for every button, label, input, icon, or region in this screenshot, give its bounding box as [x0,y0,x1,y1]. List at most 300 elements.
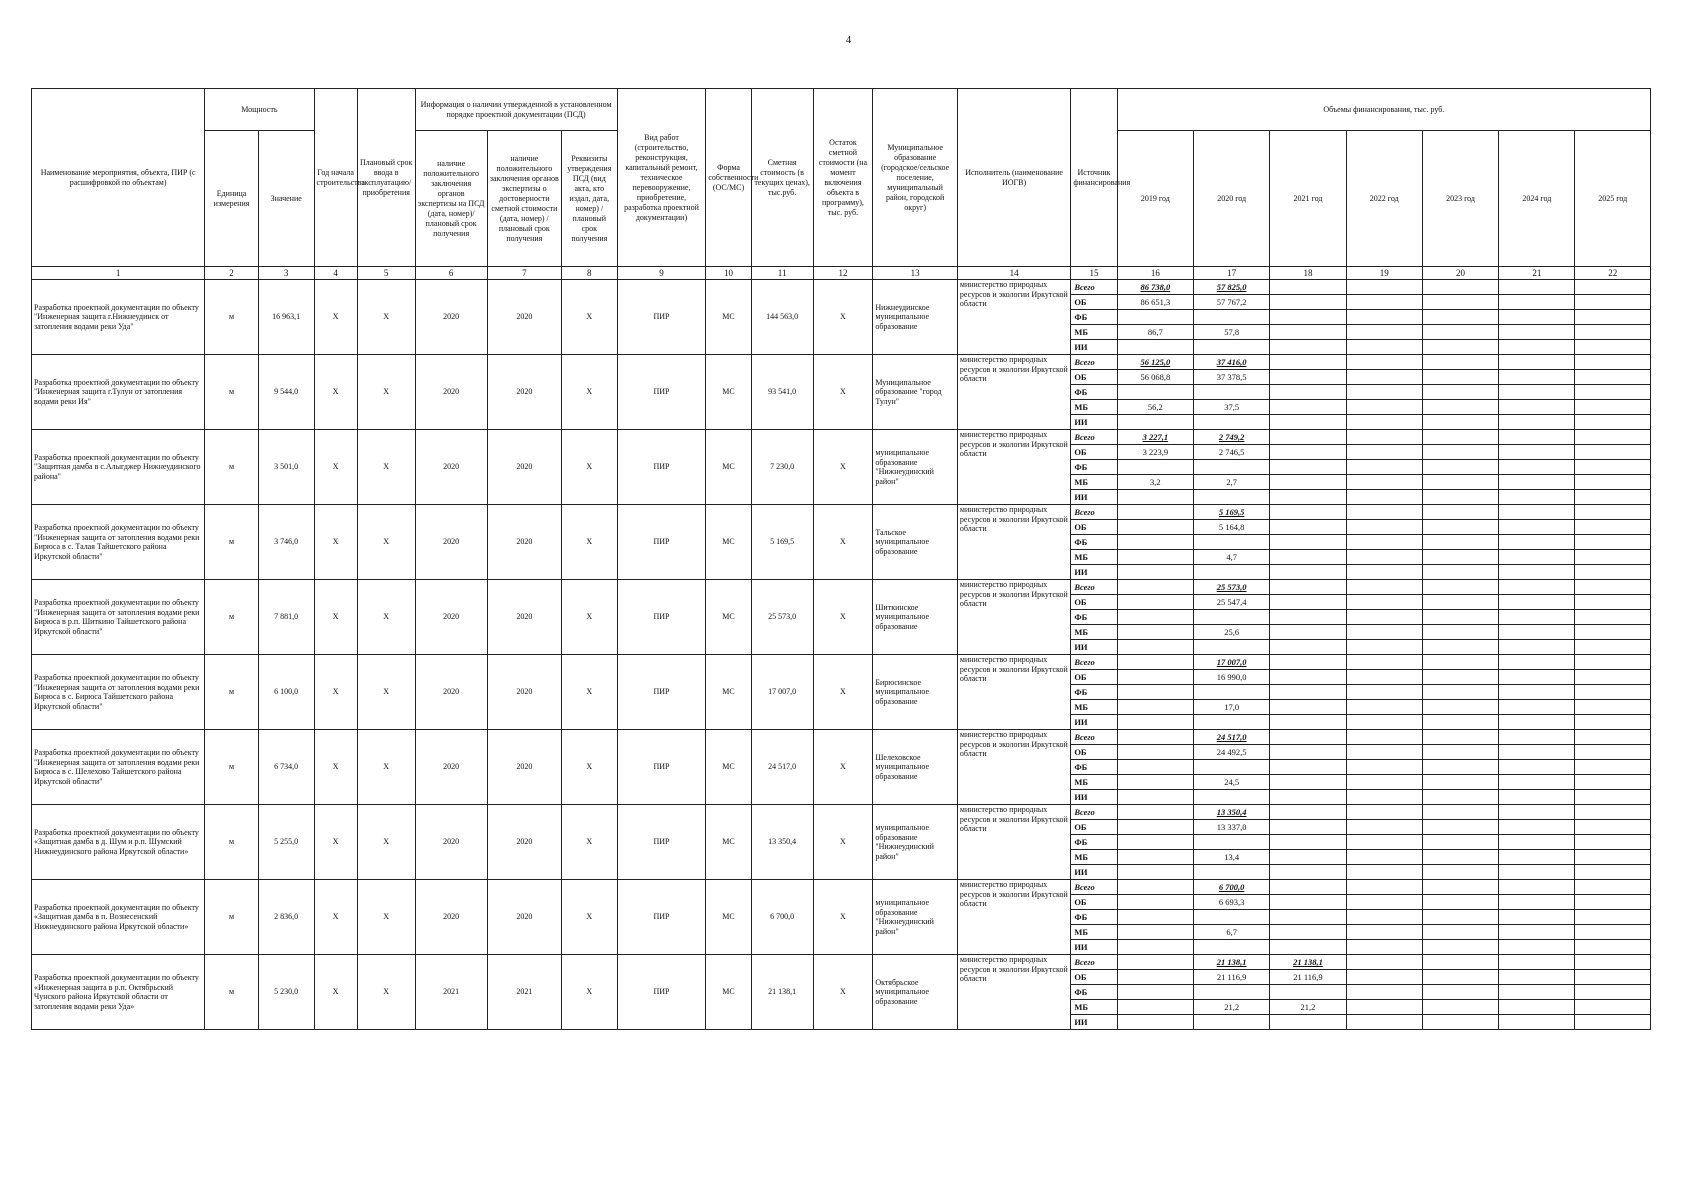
funding-amount [1194,910,1270,925]
table-row [32,730,1651,745]
funding-amount [1346,625,1422,640]
start-year: Х [314,355,357,430]
funding-amount [1575,460,1651,475]
funding-amount [1575,490,1651,505]
psd-requisites: Х [561,880,617,955]
funding-amount [1346,460,1422,475]
column-number: 7 [487,267,561,280]
funding-amount [1575,565,1651,580]
column-number: 19 [1346,267,1422,280]
object-name: Разработка проектной документации по объекту "Защитная дамба в с.Алыгджер Нижнеудинского района" [32,430,205,505]
funding-amount [1422,865,1498,880]
executor: министерство природных ресурсов и экологии Иркутской области [957,280,1070,355]
funding-amount [1499,535,1575,550]
funding-amount [1117,1000,1193,1015]
funding-amount [1575,805,1651,820]
funding-amount [1422,805,1498,820]
funding-amount [1499,580,1575,595]
funding-amount [1422,295,1498,310]
funding-amount [1499,820,1575,835]
header-start-year: Год начала строительства [314,89,357,267]
header-ownership: Форма собственности (ОС/МС) [706,89,751,267]
funding-amount [1270,835,1346,850]
funding-amount [1499,400,1575,415]
psd-requisites: Х [561,805,617,880]
planned-date: Х [357,730,415,805]
funding-amount [1270,340,1346,355]
funding-amount [1117,535,1193,550]
funding-amount [1270,445,1346,460]
funding-amount: 57 767,2 [1194,295,1270,310]
funding-amount [1346,910,1422,925]
funding-source-label: ФБ [1071,385,1117,400]
psd-requisites: Х [561,955,617,1030]
funding-amount: 5 164,8 [1194,520,1270,535]
capacity-value: 7 881,0 [258,580,314,655]
funding-amount [1422,760,1498,775]
funding-amount [1422,1015,1498,1030]
funding-amount [1499,280,1575,295]
funding-amount [1117,640,1193,655]
funding-amount [1346,355,1422,370]
funding-amount: 21 116,9 [1270,970,1346,985]
funding-amount [1117,895,1193,910]
funding-amount [1422,730,1498,745]
funding-amount [1422,940,1498,955]
funding-amount [1194,640,1270,655]
column-number: 5 [357,267,415,280]
funding-amount [1422,400,1498,415]
funding-amount [1422,445,1498,460]
header-value: Значение [258,131,314,267]
column-number: 8 [561,267,617,280]
start-year: Х [314,580,357,655]
column-number: 15 [1071,267,1117,280]
funding-amount [1575,925,1651,940]
planned-date: Х [357,580,415,655]
object-name: Разработка проектной документации по объекту «Инженерная защита в р.п. Октябрьский Чунского района Иркутской области от затопления водами реки Уда» [32,955,205,1030]
funding-amount [1194,490,1270,505]
capacity-value: 16 963,1 [258,280,314,355]
funding-amount [1575,685,1651,700]
funding-amount: 21,2 [1194,1000,1270,1015]
funding-amount: 86 738,0 [1117,280,1193,295]
start-year: Х [314,805,357,880]
funding-amount [1346,850,1422,865]
funding-amount [1499,505,1575,520]
funding-amount [1270,325,1346,340]
funding-source-label: ИИ [1071,940,1117,955]
funding-amount: 37 416,0 [1194,355,1270,370]
funding-amount [1499,595,1575,610]
funding-amount [1270,685,1346,700]
funding-amount [1575,475,1651,490]
funding-amount [1346,790,1422,805]
funding-amount [1346,475,1422,490]
funding-amount [1499,430,1575,445]
municipality: Шиткинское муниципальное образование [873,580,958,655]
psd-requisites: Х [561,430,617,505]
funding-amount [1117,850,1193,865]
start-year: Х [314,430,357,505]
header-municipality: Муниципальное образование (городское/сельское поселение, муниципальный район, городской округ) [873,89,958,267]
funding-amount [1422,625,1498,640]
funding-amount [1346,550,1422,565]
psd-reliability: 2020 [487,430,561,505]
funding-amount [1422,430,1498,445]
column-number: 14 [957,267,1070,280]
funding-amount [1575,430,1651,445]
funding-source-label: Всего [1071,805,1117,820]
psd-positive: 2020 [415,355,487,430]
capacity-unit: м [205,730,259,805]
ownership: МС [706,955,751,1030]
funding-amount [1422,1000,1498,1015]
funding-amount [1499,625,1575,640]
funding-amount [1346,400,1422,415]
funding-amount [1422,595,1498,610]
funding-amount [1346,310,1422,325]
work-type: ПИР [617,430,706,505]
psd-requisites: Х [561,280,617,355]
funding-amount [1422,460,1498,475]
column-number: 10 [706,267,751,280]
remaining-cost: Х [813,880,873,955]
funding-amount [1575,340,1651,355]
start-year: Х [314,280,357,355]
funding-amount [1194,565,1270,580]
funding-amount [1270,310,1346,325]
funding-amount [1270,715,1346,730]
municipality: Муниципальное образование "город Тулун" [873,355,958,430]
column-number: 13 [873,267,958,280]
psd-positive: 2020 [415,730,487,805]
column-number: 6 [415,267,487,280]
psd-positive: 2020 [415,655,487,730]
capacity-unit: м [205,655,259,730]
funding-amount [1270,655,1346,670]
funding-amount [1422,325,1498,340]
funding-amount [1346,775,1422,790]
funding-amount [1499,850,1575,865]
funding-amount [1499,895,1575,910]
funding-amount: 21 138,1 [1270,955,1346,970]
funding-amount [1422,835,1498,850]
psd-positive: 2020 [415,880,487,955]
funding-amount [1575,400,1651,415]
column-number: 17 [1194,267,1270,280]
funding-amount [1117,880,1193,895]
psd-reliability: 2020 [487,280,561,355]
funding-amount [1194,940,1270,955]
column-number: 21 [1499,267,1575,280]
funding-source-label: ФБ [1071,685,1117,700]
funding-amount [1270,625,1346,640]
header-remaining-cost: Остаток сметной стоимости (на момент включения объекта в программу), тыс. руб. [813,89,873,267]
funding-amount: 21 116,9 [1194,970,1270,985]
funding-source-label: МБ [1071,1000,1117,1015]
funding-amount [1270,730,1346,745]
funding-amount [1346,370,1422,385]
remaining-cost: Х [813,505,873,580]
table-row [32,505,1651,520]
executor: министерство природных ресурсов и экологии Иркутской области [957,880,1070,955]
funding-amount [1422,505,1498,520]
table-row [32,430,1651,445]
funding-amount [1575,985,1651,1000]
funding-amount [1575,370,1651,385]
funding-amount: 13 350,4 [1194,805,1270,820]
funding-amount [1346,955,1422,970]
funding-amount [1346,565,1422,580]
funding-amount [1499,745,1575,760]
column-number: 16 [1117,267,1193,280]
funding-amount [1117,625,1193,640]
funding-amount [1194,610,1270,625]
column-number: 20 [1422,267,1498,280]
funding-amount [1117,595,1193,610]
funding-source-label: ОБ [1071,670,1117,685]
table-row [32,580,1651,595]
planned-date: Х [357,505,415,580]
funding-amount [1346,760,1422,775]
funding-source-label: Всего [1071,505,1117,520]
funding-amount [1422,310,1498,325]
funding-amount [1422,895,1498,910]
municipality: муниципальное образование "Нижнеудинский район" [873,805,958,880]
funding-amount [1422,370,1498,385]
work-type: ПИР [617,655,706,730]
funding-amount [1346,490,1422,505]
capacity-value: 3 501,0 [258,430,314,505]
funding-source-label: МБ [1071,325,1117,340]
funding-amount [1422,685,1498,700]
funding-amount: 56 125,0 [1117,355,1193,370]
funding-amount [1117,925,1193,940]
funding-amount [1575,970,1651,985]
funding-amount [1499,475,1575,490]
planned-date: Х [357,880,415,955]
funding-source-label: Всего [1071,955,1117,970]
municipality: Нижнеудинское муниципальное образование [873,280,958,355]
psd-reliability: 2020 [487,805,561,880]
capacity-unit: м [205,355,259,430]
funding-amount [1270,580,1346,595]
capacity-value: 5 230,0 [258,955,314,1030]
funding-amount [1117,745,1193,760]
funding-amount [1270,520,1346,535]
municipality: Бирюсинское муниципальное образование [873,655,958,730]
funding-amount [1422,790,1498,805]
funding-amount [1346,610,1422,625]
municipality: муниципальное образование "Нижнеудинский район" [873,880,958,955]
object-name: Разработка проектной документации по объекту «Защитная дамба в п. Вознесенский Нижнеудинского района Иркутской области» [32,880,205,955]
funding-amount [1422,490,1498,505]
funding-amount [1194,835,1270,850]
capacity-value: 9 544,0 [258,355,314,430]
funding-amount [1346,280,1422,295]
funding-amount [1270,460,1346,475]
column-number: 4 [314,267,357,280]
funding-amount [1575,895,1651,910]
funding-amount [1117,985,1193,1000]
funding-amount [1194,1015,1270,1030]
funding-amount [1270,415,1346,430]
funding-amount [1270,295,1346,310]
psd-positive: 2021 [415,955,487,1030]
funding-amount [1117,415,1193,430]
capacity-unit: м [205,430,259,505]
funding-amount [1117,865,1193,880]
funding-amount [1346,295,1422,310]
funding-amount [1575,610,1651,625]
funding-amount [1346,895,1422,910]
funding-amount [1194,760,1270,775]
funding-amount [1346,670,1422,685]
funding-amount [1270,490,1346,505]
funding-amount [1346,700,1422,715]
header-year-2023: 2023 год [1422,131,1498,267]
funding-amount: 24 492,5 [1194,745,1270,760]
work-type: ПИР [617,955,706,1030]
funding-amount [1117,490,1193,505]
funding-source-label: ИИ [1071,790,1117,805]
funding-source-label: ФБ [1071,760,1117,775]
funding-amount: 24 517,0 [1194,730,1270,745]
capacity-value: 6 734,0 [258,730,314,805]
psd-reliability: 2020 [487,580,561,655]
funding-amount [1346,445,1422,460]
ownership: МС [706,430,751,505]
funding-amount [1499,940,1575,955]
funding-amount [1117,790,1193,805]
psd-reliability: 2021 [487,955,561,1030]
start-year: Х [314,880,357,955]
header-year-2021: 2021 год [1270,131,1346,267]
funding-amount [1575,790,1651,805]
funding-amount: 16 990,0 [1194,670,1270,685]
funding-amount [1499,925,1575,940]
remaining-cost: Х [813,355,873,430]
funding-amount: 56 068,8 [1117,370,1193,385]
funding-source-label: Всего [1071,355,1117,370]
funding-amount [1346,385,1422,400]
executor: министерство природных ресурсов и экологии Иркутской области [957,955,1070,1030]
header-psd-group: Информация о наличии утвержденной в установленном порядке проектной документации (ПСД) [415,89,617,131]
funding-source-label: Всего [1071,730,1117,745]
funding-amount [1422,565,1498,580]
funding-amount [1499,790,1575,805]
funding-amount: 6 693,3 [1194,895,1270,910]
funding-amount [1270,595,1346,610]
funding-amount [1422,415,1498,430]
funding-amount [1575,445,1651,460]
funding-amount [1422,715,1498,730]
funding-amount [1422,610,1498,625]
funding-amount [1117,610,1193,625]
funding-amount [1117,835,1193,850]
funding-amount [1270,700,1346,715]
funding-source-label: ИИ [1071,340,1117,355]
funding-amount [1270,610,1346,625]
funding-amount [1270,400,1346,415]
header-year-2022: 2022 год [1346,131,1422,267]
funding-amount [1346,970,1422,985]
estimated-cost: 5 169,5 [751,505,813,580]
table-row [32,805,1651,820]
work-type: ПИР [617,805,706,880]
funding-source-label: ОБ [1071,445,1117,460]
start-year: Х [314,655,357,730]
funding-amount [1575,745,1651,760]
funding-amount: 2 749,2 [1194,430,1270,445]
funding-amount [1346,940,1422,955]
funding-amount: 2,7 [1194,475,1270,490]
funding-amount [1499,520,1575,535]
capacity-unit: м [205,880,259,955]
funding-amount [1270,355,1346,370]
funding-amount [1194,310,1270,325]
funding-amount [1270,430,1346,445]
funding-amount [1117,310,1193,325]
funding-amount [1117,1015,1193,1030]
funding-amount: 17,0 [1194,700,1270,715]
funding-amount [1194,340,1270,355]
funding-amount [1194,460,1270,475]
table-row [32,355,1651,370]
funding-amount: 25 573,0 [1194,580,1270,595]
object-name: Разработка проектной документации по объекту "Инженерная защита от затопления водами реки Бирюса в с. Бирюса Тайшетского района Иркутской области" [32,655,205,730]
header-year-2020: 2020 год [1194,131,1270,267]
funding-amount [1117,700,1193,715]
funding-amount [1346,1000,1422,1015]
funding-amount [1575,415,1651,430]
header-year-2025: 2025 год [1575,131,1651,267]
funding-source-label: ОБ [1071,745,1117,760]
funding-amount [1422,955,1498,970]
funding-source-label: ФБ [1071,835,1117,850]
funding-amount [1499,955,1575,970]
funding-amount [1575,760,1651,775]
remaining-cost: Х [813,580,873,655]
estimated-cost: 144 563,0 [751,280,813,355]
funding-source-label: Всего [1071,430,1117,445]
funding-amount [1499,340,1575,355]
planned-date: Х [357,955,415,1030]
funding-amount [1422,850,1498,865]
funding-source-label: ОБ [1071,820,1117,835]
funding-amount [1270,370,1346,385]
funding-amount [1499,385,1575,400]
work-type: ПИР [617,355,706,430]
object-name: Разработка проектной документации по объекту «Защитная дамба в д. Шум и р.п. Шумский Нижнеудинского района Иркутской области» [32,805,205,880]
capacity-unit: м [205,280,259,355]
funding-amount [1499,730,1575,745]
funding-amount [1575,625,1651,640]
object-name: Разработка проектной документации по объекту "Инженерная защита от затопления водами реки Бирюса в с. Шелехово Тайшетского района Иркутской области" [32,730,205,805]
funding-amount [1422,520,1498,535]
funding-amount [1117,340,1193,355]
funding-source-label: Всего [1071,880,1117,895]
funding-amount: 2 746,5 [1194,445,1270,460]
column-number: 11 [751,267,813,280]
funding-amount [1270,385,1346,400]
funding-amount [1270,790,1346,805]
funding-source-label: Всего [1071,655,1117,670]
funding-amount: 25,6 [1194,625,1270,640]
funding-amount [1270,745,1346,760]
funding-amount [1575,850,1651,865]
